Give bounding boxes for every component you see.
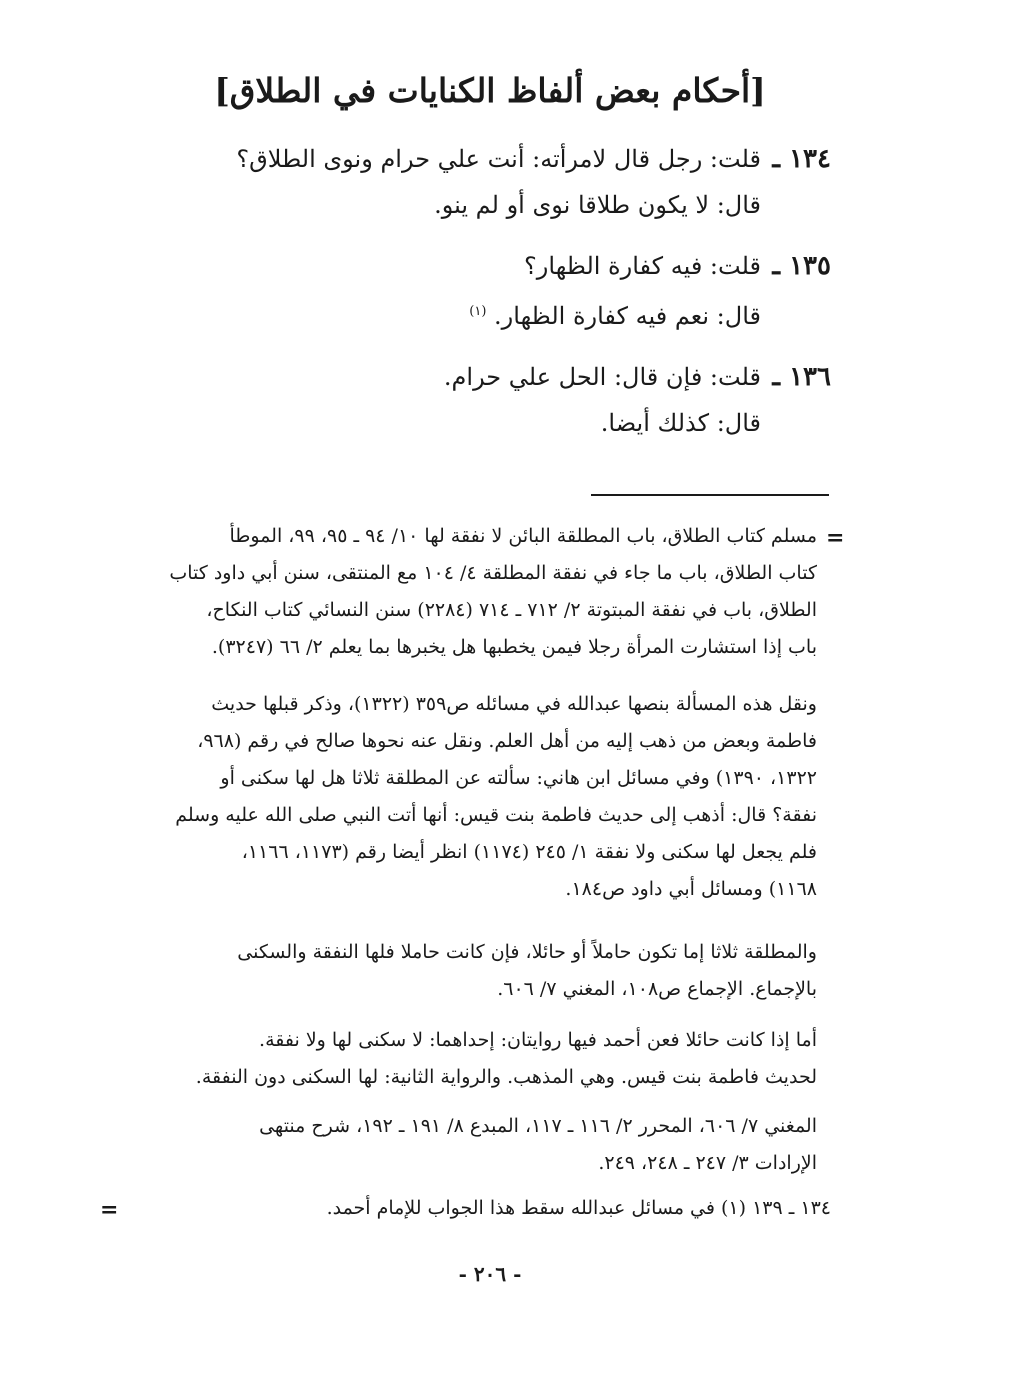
- footnote-line: الطلاق، باب في نفقة المبتوتة ٢/ ٧١٢ ـ ٧١٤ (٢٢٨٤) سنن النسائي كتاب النكاح،: [206, 599, 817, 621]
- footnote-line: الإرادات ٣/ ٢٤٧ ـ ٢٤٨، ٢٤٩.: [598, 1152, 817, 1174]
- answer-text-wrap: [469, 289, 761, 339]
- answer-text: قال: لا يكون طلاقا نوى أو لم ينو.: [434, 191, 761, 219]
- footnote-line: لحديث فاطمة بنت قيس. وهي المذهب. والرواية الثانية: لها السكنى دون النفقة.: [195, 1066, 817, 1088]
- footnote-paragraph-3: [131, 934, 817, 1008]
- continuation-mark: =: [826, 525, 845, 551]
- footnote-line: بالإجماع. الإجماع ص١٠٨، المغني ٧/ ٦٠٦.: [497, 978, 817, 1000]
- question-text: قلت: رجل قال لامرأته: أنت علي حرام ونوى الطلاق؟: [236, 145, 761, 173]
- footnote-line: أما إذا كانت حائلا فعن أحمد فيها روايتان: إحداهما: لا سكنى لها ولا نفقة.: [259, 1029, 817, 1051]
- footnote-line: فاطمة وبعض من ذهب إليه من أهل العلم. ونقل عنه نحوها صالح في رقم (٩٦٨،: [197, 730, 817, 752]
- footnote-paragraph-2: [131, 686, 817, 908]
- question-text: قلت: فيه كفارة الظهار؟: [524, 252, 761, 280]
- answer-text: قال: نعم فيه كفارة الظهار.: [494, 302, 761, 330]
- qa-item-136: [191, 354, 831, 446]
- page-number: - ٢٠٦ -: [458, 1262, 522, 1286]
- answer-line: [191, 182, 831, 228]
- section-title: [أحكام بعض ألفاظ الكنايات في الطلاق]: [214, 71, 766, 110]
- footnote-separator: [591, 494, 829, 496]
- question-number: ١٣٤ ـ: [772, 144, 831, 174]
- answer-line: [191, 289, 831, 335]
- answer-line: [191, 400, 831, 446]
- footnote-line: نفقة؟ قال: أذهب إلى حديث فاطمة بنت قيس: أنها أتت النبي صلى الله عليه وسلم: [175, 804, 817, 826]
- question-text: قلت: فإن قال: الحل علي حرام.: [443, 363, 761, 391]
- footnote-line: ١١٦٨) ومسائل أبي داود ص١٨٤.: [565, 878, 817, 900]
- answer-text: قال: كذلك أيضا.: [600, 409, 761, 437]
- footnote-line: مسلم كتاب الطلاق، باب المطلقة البائن لا نفقة لها ١٠/ ٩٤ ـ ٩٥، ٩٩، الموطأ: [229, 525, 817, 547]
- footnote-final: ١٣٤ ـ ١٣٩ (١) في مسائل عبدالله سقط هذا الجواب للإمام أحمد.: [326, 1197, 831, 1219]
- footnote-line: فلم يجعل لها سكنى ولا نفقة ١/ ٢٤٥ (١١٧٤) انظر أيضا رقم (١١٧٣، ١١٦٦،: [241, 841, 817, 863]
- question-number: ١٣٥ ـ: [772, 251, 831, 281]
- footnote-paragraph-1: [131, 518, 817, 666]
- footnote-line: باب إذا استشارت المرأة رجلا فيمن يخطبها هل يخبرها بما يعلم ٢/ ٦٦ (٣٢٤٧).: [211, 636, 817, 658]
- question-line: [191, 136, 831, 182]
- footnote-line: والمطلقة ثلاثا إما تكون حاملاً أو حائلا، فإن كانت حاملا فلها النفقة والسكنى: [237, 941, 817, 963]
- footnote-line: المغني ٧/ ٦٠٦، المحرر ٢/ ١١٦ ـ ١١٧، المبدع ٨/ ١٩١ ـ ١٩٢، شرح منتهى: [259, 1115, 817, 1137]
- footnote-line: كتاب الطلاق، باب ما جاء في نفقة المطلقة ٤/ ١٠٤ مع المنتقى، سنن أبي داود كتاب: [169, 562, 817, 584]
- footnote-line: ونقل هذه المسألة بنصها عبدالله في مسائله ص٣٥٩ (١٣٢٢)، وذكر قبلها حديث: [211, 693, 817, 715]
- footnote-paragraph-5: [131, 1108, 817, 1182]
- qa-item-134: [191, 136, 831, 228]
- footnote-line: ١٣٢٢، ١٣٩٠) وفي مسائل ابن هاني: سألته عن المطلقة ثلاثا هل لها سكنى أو: [220, 767, 817, 789]
- question-line: [191, 243, 831, 289]
- question-number: ١٣٦ ـ: [772, 362, 831, 392]
- continuation-mark-bottom: =: [100, 1197, 119, 1223]
- footnote-paragraph-4: [131, 1022, 817, 1096]
- question-line: [191, 354, 831, 400]
- footnote-reference: (١): [469, 304, 487, 319]
- qa-item-135: [191, 243, 831, 335]
